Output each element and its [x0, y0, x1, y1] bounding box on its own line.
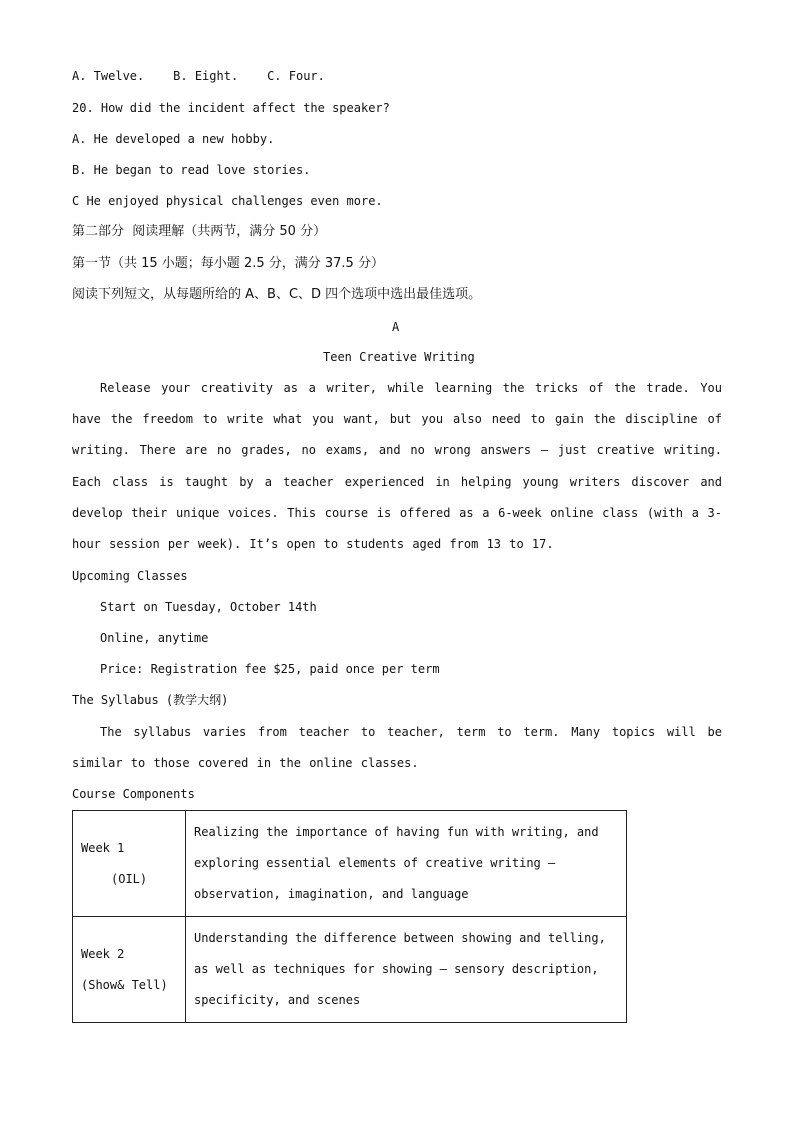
passage-title: Teen Creative Writing [323, 350, 475, 364]
week-description: Understanding the difference between showing and telling, as well as techniques for showing — sensory description, specificity, and scenes [186, 917, 627, 1023]
part-title: 第二部分 阅读理解（共两节，满分 50 分） [72, 224, 327, 239]
upcoming-item-online: Online, anytime [100, 631, 209, 645]
week-description: Realizing the importance of having fun with writing, and exploring essential elements of creative writing — observation, imagination, and language [186, 811, 627, 917]
week-tag: (Show& Tell) [81, 977, 168, 992]
week-tag: (OIL) [111, 871, 148, 886]
passage-letter: A [392, 320, 400, 334]
syllabus-text: The syllabus varies from teacher to teacher, term to term. Many topics will be similar to those covered in the online classes. [72, 725, 722, 771]
q20-option-c: C He enjoyed physical challenges even more. [72, 194, 383, 208]
week-label: Week 1 [81, 840, 125, 855]
q19-options: A. Twelve. B. Eight. C. Four. [72, 69, 325, 83]
q20-option-b: B. He began to read love stories. [72, 163, 311, 177]
section-instruction: 阅读下列短文，从每题所给的 A、B、C、D 四个选项中选出最佳选项。 [72, 287, 482, 302]
syllabus-heading: The Syllabus (教学大纲) [72, 693, 229, 707]
week-cell [73, 917, 186, 1023]
subsection-title: 第一节（共 15 小题；每小题 2.5 分，满分 37.5 分） [72, 256, 384, 271]
table-row [73, 811, 627, 917]
week-label: Week 2 [81, 946, 125, 961]
upcoming-item-start: Start on Tuesday, October 14th [100, 600, 317, 614]
week-cell [73, 811, 186, 917]
course-components-table [72, 810, 627, 1023]
table-row [73, 917, 627, 1023]
q20-question: 20. How did the incident affect the speaker? [72, 101, 390, 115]
upcoming-heading: Upcoming Classes [72, 569, 188, 583]
q20-option-a: A. He developed a new hobby. [72, 132, 275, 146]
upcoming-item-price: Price: Registration fee $25, paid once per term [100, 662, 440, 676]
components-heading: Course Components [72, 787, 195, 801]
passage-intro: Release your creativity as a writer, while learning the tricks of the trade. You have the freedom to write what you want, but you also need to gain the discipline of writing. There are no grades, no exams, and no wrong answers — just creative writing. Each class is taught by a teacher experienced in helping young writers discover and develop their unique voices. This course is offered as a 6-week online class (with a 3-hour session per week). It’s open to students aged from 13 to 17. [72, 381, 722, 552]
